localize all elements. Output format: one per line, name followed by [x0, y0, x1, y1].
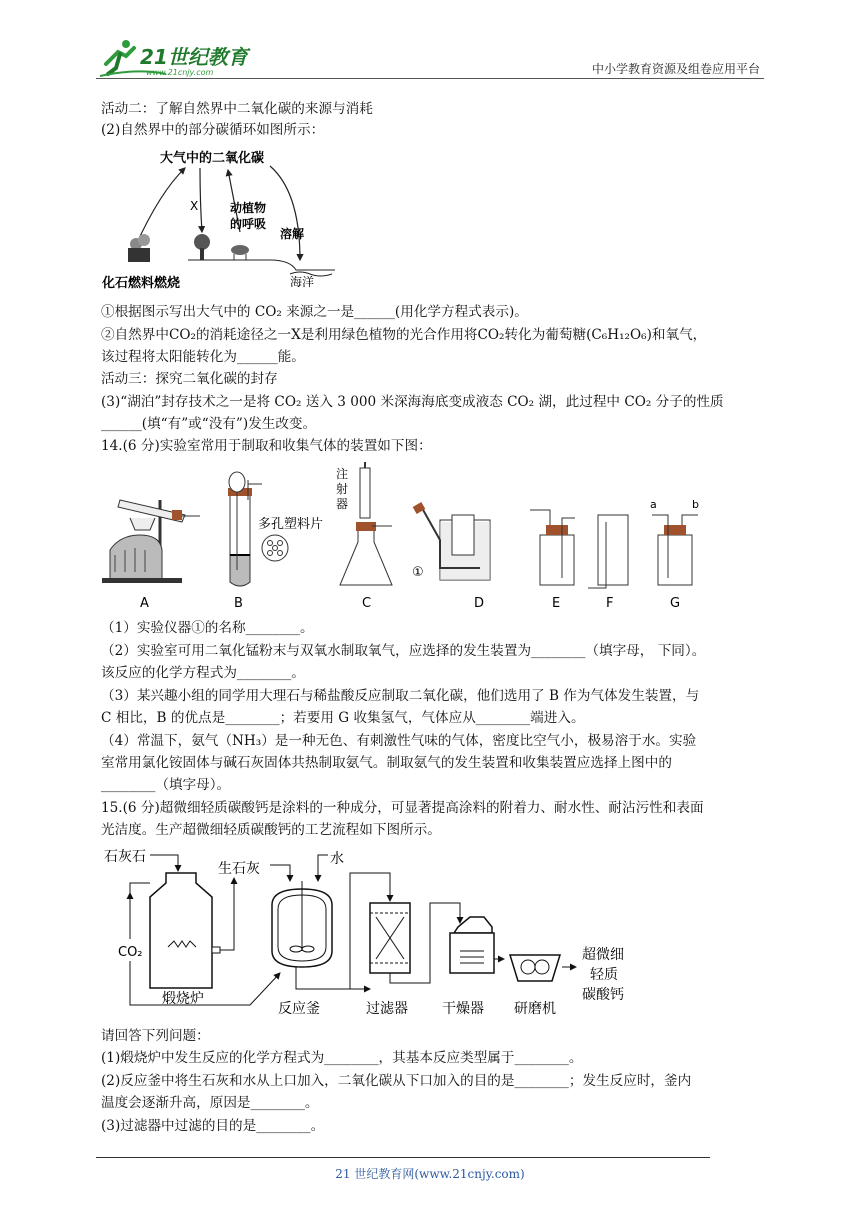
label-a: A: [140, 596, 149, 611]
q15-title-cont: 光洁度。生产超微细轻质碳酸钙的工艺流程如下图所示。: [101, 822, 441, 838]
dryer-shape: [450, 917, 494, 973]
apparatus-figure: [100, 460, 710, 615]
q2-part2: ②自然界中CO₂的消耗途径之一X是利用绿色植物的光合作用将CO₂转化为葡萄糖(C₆H₁₂O₆)和氧气，: [101, 327, 707, 343]
q2-part2-cont: 该过程将太阳能转化为______能。: [101, 349, 305, 365]
q14-part3: （3）某兴趣小组的同学用大理石与稀盐酸反应制取二氧化碳，他们选用了 B 作为气体发生装置，与: [101, 688, 700, 704]
apparatus-e: [530, 510, 575, 585]
q14-title: 14.(6 分)实验室常用于制取和收集气体的装置如下图：: [101, 438, 432, 454]
platform-name: 中小学教育资源及组卷应用平台: [591, 62, 760, 76]
header-divider: [96, 78, 764, 79]
q15-part1: (1)煅烧炉中发生反应的化学方程式为________，其基本反应类型属于________。: [101, 1050, 583, 1066]
water-label: 水: [330, 851, 344, 867]
q3-text: (3)“湖泊”封存技术之一是将 CO₂ 送入 3 000 米深海海底变成液态 CO₂ 湖，此过程中 CO₂ 分子的性质: [101, 394, 724, 410]
porous-plate-label: 多孔塑料片: [258, 517, 324, 532]
port-b-label: b: [692, 498, 699, 511]
activity-3-title: 活动三：探究二氧化碳的封存: [101, 371, 278, 387]
co2-label: CO₂: [118, 945, 143, 960]
q3-text-cont: ______(填“有”或“没有”)发生改变。: [101, 416, 317, 432]
tree-icon: [194, 234, 210, 260]
dryer-label: 干燥器: [442, 1001, 484, 1017]
q14-part2: （2）实验室可用二氧化锰粉末与双氧水制取氧气，应选择的发生装置为________（填字母， 下同）。: [101, 643, 706, 659]
logo-url: www.21cnjy.com: [146, 68, 214, 77]
activity-2-title: 活动二：了解自然界中二氧化碳的来源与消耗: [101, 101, 373, 117]
limestone-label: 石灰石: [104, 849, 146, 865]
quicklime-label: 生石灰: [218, 861, 260, 877]
factory-icon: [128, 234, 150, 262]
furnace-shape: [150, 873, 212, 988]
label-e: E: [552, 596, 561, 611]
filter-shape: [370, 903, 410, 973]
circle-1-label: ①: [412, 565, 424, 580]
product-label-3: 碳酸钙: [582, 987, 624, 1003]
label-b: B: [234, 596, 243, 611]
syringe-label-1: 注: [336, 467, 349, 481]
syringe-label-2: 射: [336, 482, 349, 496]
dissolve-label: 溶解: [280, 227, 305, 241]
apparatus-d: [413, 502, 490, 580]
q14-part3-cont: C 相比，B 的优点是________；若要用 G 收集氢气，气体应从________端进入。: [101, 710, 585, 726]
footer-divider: [96, 1157, 710, 1158]
x-label: X: [190, 199, 199, 213]
label-d: D: [474, 596, 485, 611]
q14-part4-cont: 室常用氯化铵固体与碱石灰固体共热制取氨气。制取氨气的发生装置和收集装置应选择上图中的: [101, 755, 672, 771]
q15-part2-cont: 温度会逐渐升高，原因是________。: [101, 1095, 319, 1111]
footer-text[interactable]: 21 世纪教育网(www.21cnjy.com): [335, 1167, 525, 1181]
q14-part4-cont2: ________（填字母）。: [101, 777, 231, 793]
product-label-2: 轻质: [590, 967, 618, 983]
apparatus-a: [102, 500, 200, 583]
respiration-label-1: 动植物: [230, 201, 267, 215]
atmosphere-co2-label: 大气中的二氧化碳: [160, 151, 265, 166]
port-a-label: a: [650, 498, 657, 511]
furnace-label: 煅烧炉: [162, 991, 204, 1007]
label-f: F: [606, 596, 614, 611]
process-flow-figure: [100, 843, 640, 1023]
reactor-label: 反应釜: [278, 1001, 320, 1017]
q15-title: 15.(6 分)超微细轻质碳酸钙是涂料的一种成分，可显著提高涂料的附着力、耐水性、耐沾污性和表面: [101, 800, 704, 816]
product-label-1: 超微细: [582, 947, 624, 963]
reactor-shape: [272, 881, 332, 983]
q14-part4: （4）常温下，氨气（NH₃）是一种无色、有刺激性气味的气体，密度比空气小，极易溶于水。实验: [101, 733, 697, 749]
label-c: C: [362, 596, 372, 611]
apparatus-g: [652, 515, 698, 585]
ocean-label: 海洋: [290, 275, 315, 289]
fossil-fuel-label: 化石燃料燃烧: [102, 276, 181, 291]
q15-prompt: 请回答下列问题：: [101, 1028, 210, 1044]
mill-shape: [510, 955, 560, 981]
mill-label: 研磨机: [514, 1001, 556, 1017]
q2-intro: (2)自然界中的部分碳循环如图所示：: [101, 122, 325, 138]
q14-part1: （1）实验仪器①的名称________。: [101, 620, 314, 636]
respiration-label-2: 的呼吸: [230, 217, 267, 231]
q2-part1: ①根据图示写出大气中的 CO₂ 来源之一是______(用化学方程式表示)。: [101, 304, 528, 320]
animal-icon: [231, 245, 249, 260]
q15-part3: (3)过滤器中过滤的目的是________。: [101, 1118, 325, 1134]
q14-part2-cont: 该反应的化学方程式为________。: [101, 665, 305, 681]
syringe-label-3: 器: [336, 497, 349, 511]
carbon-cycle-figure: [100, 142, 340, 302]
logo-text: 21世纪教育: [140, 45, 248, 69]
apparatus-f: [588, 515, 628, 588]
q15-part2: (2)反应釜中将生石灰和水从上口加入，二氧化碳从下口加入的目的是________；发生反应时，釜内: [101, 1073, 692, 1089]
logo: [96, 38, 266, 80]
label-g: G: [670, 596, 681, 611]
filter-label: 过滤器: [366, 1001, 408, 1017]
